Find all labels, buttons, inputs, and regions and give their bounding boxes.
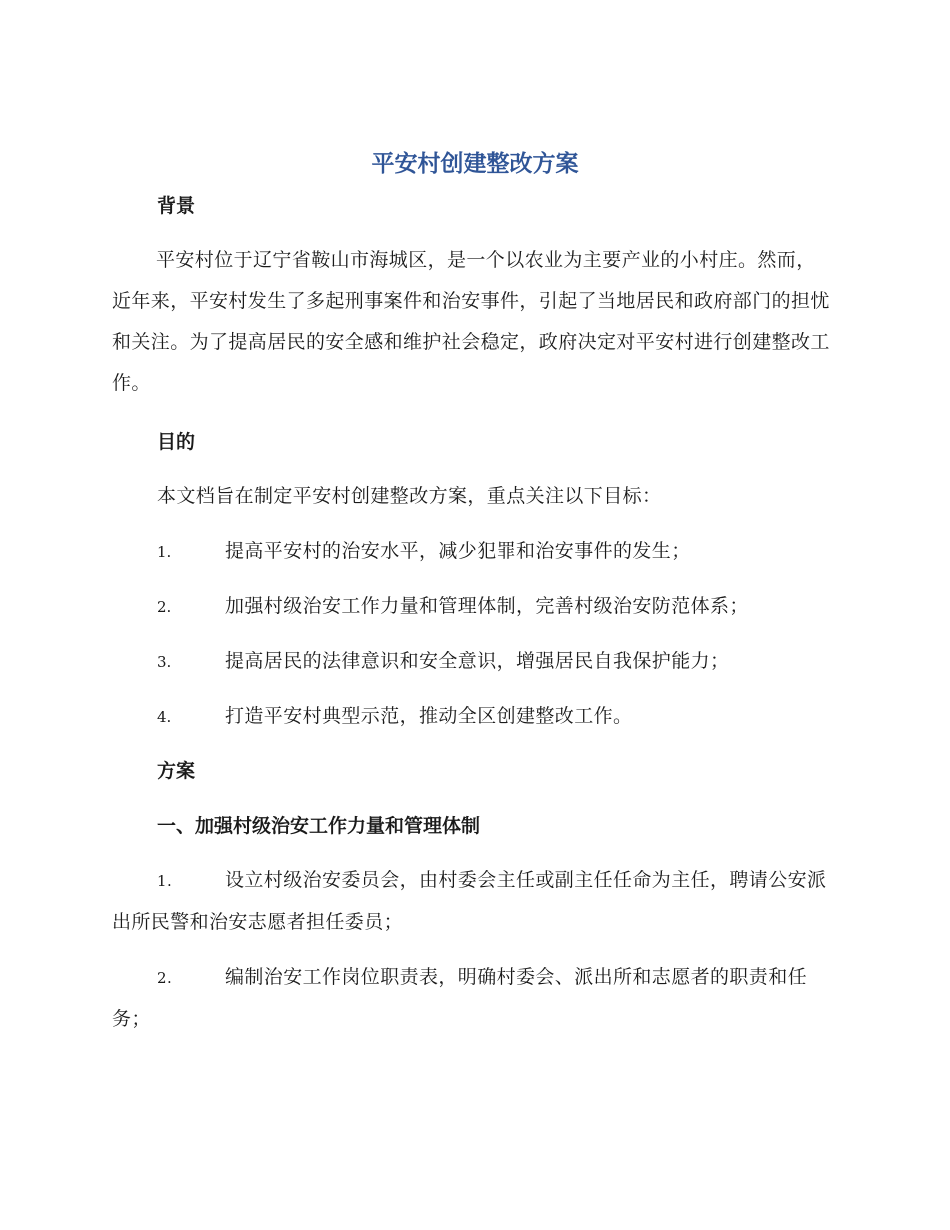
section-heading-plan: 方案	[157, 760, 196, 782]
purpose-list-item	[157, 646, 832, 677]
list-text: 编制治安工作岗位职责表，明确村委会、派出所和志愿者的职责和任务；	[112, 966, 808, 1030]
plan-subheading: 一、加强村级治安工作力量和管理体制	[157, 815, 481, 837]
list-text: 提高平安村的治安水平，减少犯罪和治安事件的发生；	[225, 540, 691, 562]
list-text: 提高居民的法律意识和安全意识，增强居民自我保护能力；	[225, 650, 730, 672]
purpose-list-item	[157, 701, 832, 732]
list-number: 1.	[157, 543, 172, 561]
plan-list-item	[112, 860, 834, 943]
purpose-list-item	[157, 591, 832, 622]
list-number: 2.	[157, 969, 173, 987]
list-text: 打造平安村典型示范，推动全区创建整改工作。	[225, 705, 633, 727]
background-paragraph: 平安村位于辽宁省鞍山市海城区，是一个以农业为主要产业的小村庄。然而，近年来，平安村发生了多起刑事案件和治安事件，引起了当地居民和政府部门的担忧和关注。为了提高居民的安全感和维护社会稳定，政府决定对平安村进行创建整改工作。	[112, 249, 830, 394]
list-number: 3.	[157, 653, 172, 671]
section-heading-purpose: 目的	[157, 431, 196, 453]
list-text: 设立村级治安委员会，由村委会主任或副主任任命为主任，聘请公安派出所民警和治安志愿者担任委员；	[112, 869, 827, 933]
list-number: 4.	[157, 708, 172, 726]
list-text: 加强村级治安工作力量和管理体制，完善村级治安防范体系；	[225, 595, 749, 617]
list-number: 1.	[157, 872, 173, 890]
list-number: 2.	[157, 598, 172, 616]
purpose-list-item	[157, 536, 832, 567]
purpose-intro: 本文档旨在制定平安村创建整改方案，重点关注以下目标：	[157, 485, 662, 507]
plan-list-item	[112, 957, 834, 1040]
document-title: 平安村创建整改方案	[371, 151, 579, 177]
section-heading-background: 背景	[157, 195, 196, 217]
